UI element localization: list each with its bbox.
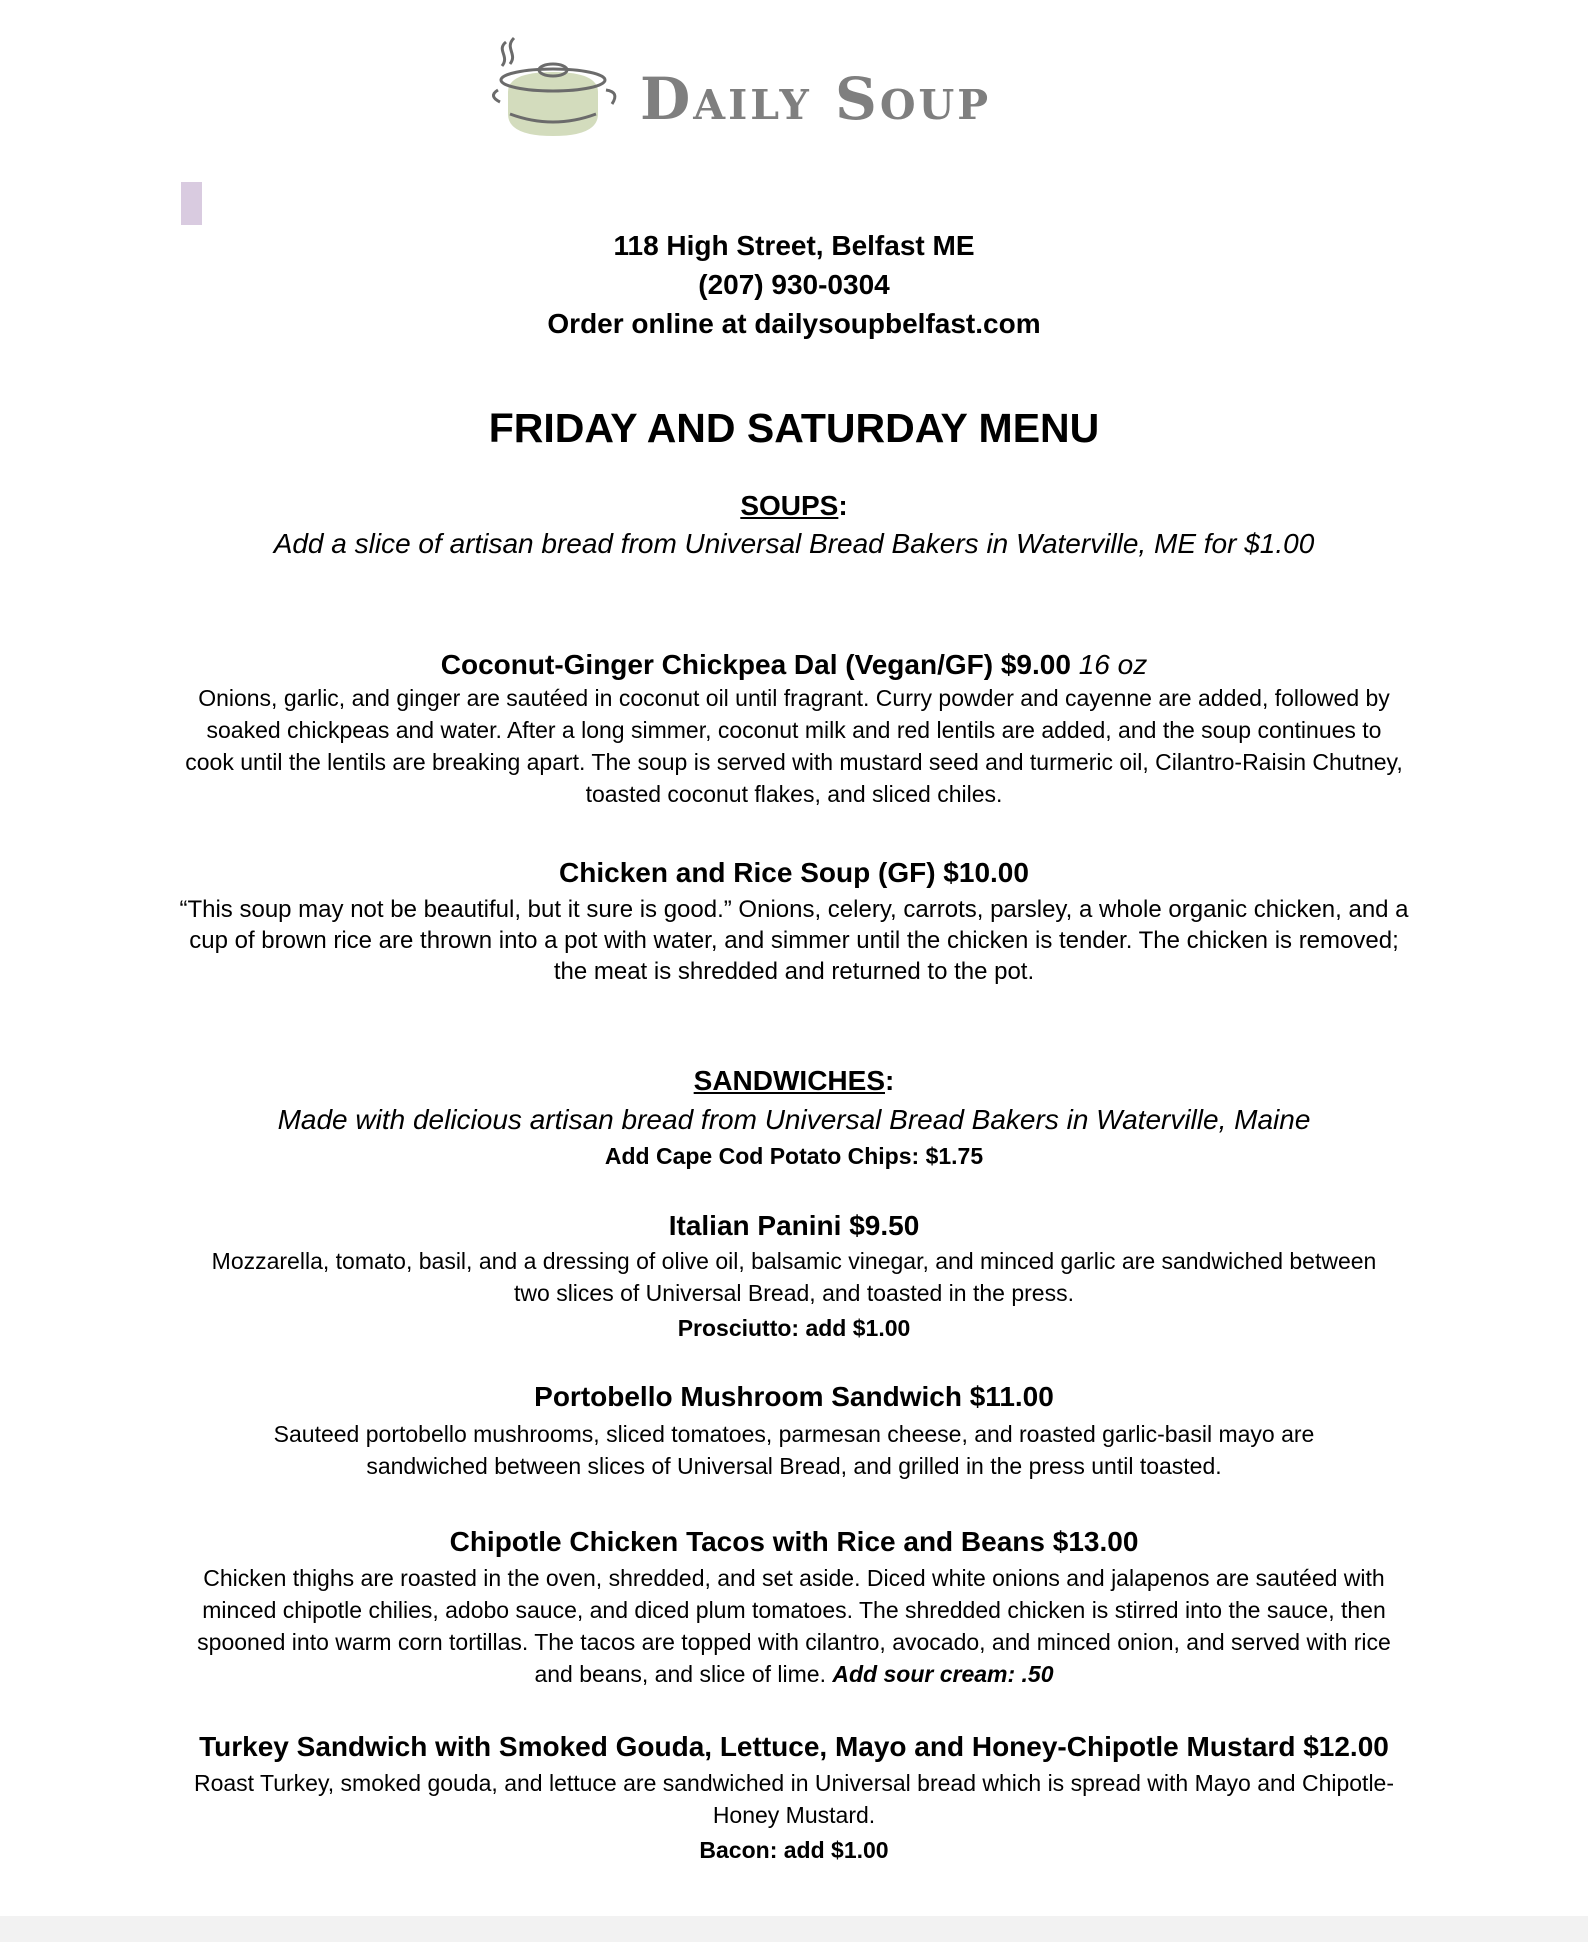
sandwich-item-inline-addon: Add sour cream: .50 (832, 1661, 1054, 1687)
page-title: FRIDAY AND SATURDAY MENU (488, 405, 1100, 451)
sandwiches-heading (0, 1064, 1588, 1098)
sandwiches-heading-colon: : (885, 1065, 895, 1096)
selection-marker (181, 182, 202, 225)
page-bottom-edge (0, 1916, 1588, 1942)
sandwiches-bread-note: Made with delicious artisan bread from Universal Bread Bakers in Waterville, Maine (277, 1104, 1311, 1135)
logo-wordmark: Daily Soup (640, 65, 992, 133)
sandwich-item-addon: Bacon: add $1.00 (699, 1837, 889, 1863)
sandwiches-heading-label: SANDWICHES (693, 1065, 885, 1096)
soup-item-title (0, 648, 1588, 682)
sandwich-item-title: Chipotle Chicken Tacos with Rice and Beans $13.00 (449, 1526, 1139, 1557)
sandwich-item-title: Italian Panini $9.50 (668, 1210, 920, 1241)
sandwich-item-description: Mozzarella, tomato, basil, and a dressing of olive oil, balsamic vinegar, and minced garlic are sandwiched between two slices of Universal Bread, and toasted in the press. (211, 1248, 1377, 1306)
sandwich-item-title: Portobello Mushroom Sandwich $11.00 (534, 1381, 1054, 1412)
soup-item-description: “This soup may not be beautiful, but it sure is good.” Onions, celery, carrots, parsley, a whole organic chicken, and a cup of brown rice are thrown into a pot with water, and simmer until the chicken is tender. The chicken is removed; the meat is shredded and returned to the pot. (179, 896, 1409, 985)
order-online-link[interactable]: Order online at dailysoupbelfast.com (547, 308, 1041, 339)
address: 118 High Street, Belfast ME (613, 230, 975, 261)
sandwich-item-description (0, 1562, 1588, 1690)
soups-bread-note: Add a slice of artisan bread from Universal Bread Bakers in Waterville, ME for $1.00 (273, 528, 1315, 559)
sandwich-item-addon: Prosciutto: add $1.00 (677, 1315, 911, 1341)
sandwich-item-description-text: Chicken thighs are roasted in the oven, shredded, and set aside. Diced white onions and jalapenos are sautéed with minced chipotle chilies, adobo sauce, and diced plum tomatoes. The shredded chicken is stirred into the sauce, then spooned into warm corn tortillas. The tacos are topped with cilantro, avocado, and minced onion, and served with rice and beans, and slice of lime. (197, 1565, 1391, 1687)
phone-number: (207) 930-0304 (698, 269, 890, 300)
soups-heading (0, 489, 1588, 523)
soups-heading-label: SOUPS (740, 490, 839, 521)
sandwich-item-title: Turkey Sandwich with Smoked Gouda, Lettuce, Mayo and Honey-Chipotle Mustard $12.00 (199, 1731, 1389, 1762)
sandwich-item-description: Sauteed portobello mushrooms, sliced tomatoes, parmesan cheese, and roasted garlic-basil mayo are sandwiched between slices of Universal Bread, and grilled in the press until toasted. (273, 1421, 1315, 1479)
soup-item-name: Coconut-Ginger Chickpea Dal (Vegan/GF) $9.00 (440, 649, 1071, 680)
soup-item-description: Onions, garlic, and ginger are sautéed in coconut oil until fragrant. Curry powder and cayenne are added, followed by soaked chickpeas and water. After a long simmer, coconut milk and red lentils are added, and the soup continues to cook until the lentils are breaking apart. The soup is served with mustard seed and turmeric oil, Cilantro-Raisin Chutney, toasted coconut flakes, and sliced chiles. (185, 685, 1403, 807)
chips-addon-note: Add Cape Cod Potato Chips: $1.75 (604, 1143, 984, 1169)
soup-item-title: Chicken and Rice Soup (GF) $10.00 (559, 857, 1029, 888)
soups-heading-colon: : (838, 490, 848, 521)
sandwich-item-description: Roast Turkey, smoked gouda, and lettuce are sandwiched in Universal bread which is spread with Mayo and Chipotle-Honey Mustard. (193, 1770, 1395, 1828)
soup-item-size: 16 oz (1078, 649, 1148, 680)
